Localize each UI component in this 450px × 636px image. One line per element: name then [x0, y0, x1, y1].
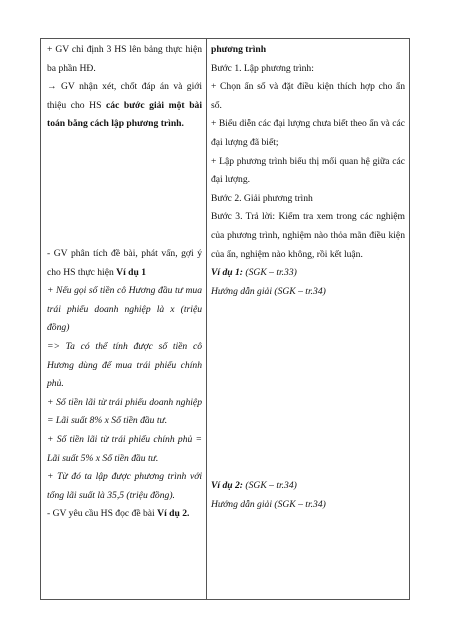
steps-highlight: các bước giải một bài toán bằng cách lập phương trình. — [47, 99, 202, 130]
vd1-label-right: Ví dụ 1: — [211, 267, 243, 279]
vd2-ref-line — [211, 477, 405, 496]
guide-q5: + Từ đó ta lập được phương trình với tổng lãi suất là 35,5 (triệu đồng). — [47, 471, 202, 501]
step3-text: Bước 3. Trả lời: Kiểm tra xem trong các nghiệm của phương trình, nghiệm nào thỏa mãn điều kiện của ẩn, nghiệm nào không, rồi kết luận. — [211, 211, 405, 260]
vd1-label-left: Ví dụ 1 — [116, 266, 147, 278]
vd1-hint: Hướng dẫn giải (SGK – tr.34) — [211, 285, 326, 297]
gv-last — [47, 505, 202, 524]
lesson-table — [40, 38, 410, 600]
gv-last-text: - GV yêu cầu HS đọc đề bài — [47, 508, 155, 520]
vd2-ref: (SGK – tr.34) — [245, 480, 297, 492]
guide-q4: + Số tiền lãi từ trái phiếu chính phủ = Lãi suất 5% x Số tiền đầu tư. — [47, 433, 202, 464]
spacer — [211, 301, 405, 477]
column-divider — [206, 39, 207, 599]
left-line-2-text: → GV nhận xét, chốt đáp án và giới thiệu cho HS — [47, 81, 202, 111]
vd2-hint: Hướng dẫn giải (SGK – tr.34) — [211, 498, 326, 510]
step1-b: + Biểu diễn các đại lượng chưa biết theo ẩn và các đại lượng đã biết; — [211, 118, 405, 148]
right-heading: phương trình — [211, 44, 267, 55]
left-line-1: + GV chỉ định 3 HS lên bảng thực hiện ba phần HĐ. — [47, 44, 202, 74]
gv-intro-text: - GV phân tích đề bài, phát vấn, gợi ý cho HS thực hiện — [47, 247, 202, 278]
step2-title: Bước 2. Giải phương trình — [211, 192, 313, 204]
vd1-ref: (SGK – tr.33) — [245, 267, 297, 279]
gv-intro — [47, 245, 202, 282]
vd2-label-right: Ví dụ 2: — [211, 480, 243, 492]
step1-c: + Lập phương trình biểu thị mối quan hệ giữa các đại lượng. — [211, 155, 405, 186]
left-line-2 — [47, 78, 202, 134]
spacer — [47, 134, 202, 245]
vd1-ref-line — [211, 264, 405, 283]
step1-title: Bước 1. Lập phương trình: — [211, 62, 314, 74]
guide-q3: + Số tiền lãi từ trái phiếu doanh nghiệp = Lãi suất 8% x Số tiền đầu tư. — [47, 396, 202, 427]
guide-q1: + Nếu gọi số tiền cô Hương đầu tư mua trái phiếu doanh nghiệp là x (triệu đồng) — [47, 285, 202, 334]
student-content-column — [211, 41, 405, 515]
guide-q2: => Ta có thể tính được số tiền cô Hương dùng để mua trái phiếu chính phủ. — [47, 340, 202, 390]
step1-a: + Chọn ẩn số và đặt điều kiện thích hợp cho ẩn số. — [211, 81, 405, 111]
vd2-label-left: Ví dụ 2. — [157, 508, 190, 520]
teacher-activity-column — [47, 41, 202, 524]
